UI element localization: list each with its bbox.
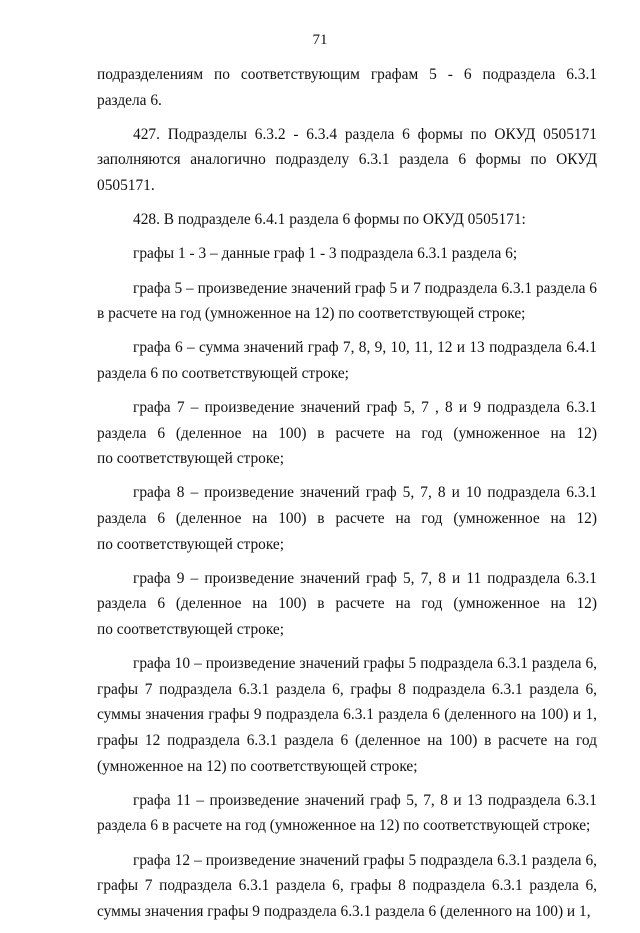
- text-line: заполняются аналогично подразделу 6.3.1 раздела 6 формы по ОКУД: [97, 151, 597, 169]
- text-line: графа 6 – сумма значений граф 7, 8, 9, 10, 11, 12 и 13 подраздела 6.4.1: [133, 339, 597, 357]
- text-line: в расчете на год (умноженное на 12) по соответствующей строке;: [97, 305, 526, 323]
- paragraph: [97, 276, 597, 327]
- paragraph: [97, 62, 597, 113]
- text-line: по соответствующей строке;: [97, 450, 285, 468]
- text-line: графа 11 – произведение значений граф 5, 7, 8 и 13 подраздела 6.3.1: [133, 791, 597, 809]
- text-line: по соответствующей строке;: [97, 621, 285, 639]
- text-line: графа 9 – произведение значений граф 5, 7, 8 и 11 подраздела 6.3.1: [133, 569, 597, 587]
- document-body: [97, 62, 597, 933]
- text-line: графы 12 подраздела 6.3.1 раздела 6 (деленное на 100) в расчете на год: [97, 732, 597, 749]
- text-line: 427. Подразделы 6.3.2 - 6.3.4 раздела 6 формы по ОКУД 0505171: [133, 125, 597, 143]
- text-line: раздела 6.: [97, 91, 162, 109]
- text-line: графа 8 – произведение значений граф 5, 7, 8 и 10 подраздела 6.3.1: [133, 484, 597, 502]
- text-line: графа 12 – произведение значений графы 5 подраздела 6.3.1 раздела 6,: [133, 851, 597, 869]
- paragraph: [97, 651, 597, 779]
- paragraph: [97, 788, 597, 839]
- text-line: 0505171.: [97, 176, 155, 194]
- text-line: раздела 6 (деленное на 100) в расчете на год (умноженное на 12): [97, 510, 597, 528]
- paragraph: [97, 122, 597, 199]
- text-line: (умноженное на 12) по соответствующей строке;: [97, 757, 418, 775]
- text-line: суммы значения графы 9 подраздела 6.3.1 раздела 6 (деленного на 100) и 1,: [97, 706, 597, 724]
- text-line: раздела 6 (деленное на 100) в расчете на год (умноженное на 12): [97, 424, 597, 442]
- text-line: графа 10 – произведение значений графы 5 подраздела 6.3.1 раздела 6,: [133, 655, 597, 673]
- text-line: графа 7 – произведение значений граф 5, 7 , 8 и 9 подраздела 6.3.1: [133, 399, 597, 417]
- text-line: раздела 6 (деленное на 100) в расчете на год (умноженное на 12): [97, 595, 597, 613]
- text-line: 428. В подразделе 6.4.1 раздела 6 формы по ОКУД 0505171:: [133, 211, 526, 229]
- text-line: графы 7 подраздела 6.3.1 раздела 6, графы 8 подраздела 6.3.1 раздела 6,: [97, 877, 597, 895]
- paragraph: [97, 848, 597, 925]
- text-line: графа 5 – произведение значений граф 5 и 7 подраздела 6.3.1 раздела 6: [133, 279, 597, 297]
- text-line: раздела 6 по соответствующей строке;: [97, 364, 349, 382]
- paragraph: [97, 566, 597, 643]
- paragraph: [97, 395, 597, 472]
- paragraph: [97, 335, 597, 386]
- text-line: по соответствующей строке;: [97, 535, 285, 553]
- text-line: суммы значения графы 9 подраздела 6.3.1 раздела 6 (деленного на 100) и 1,: [97, 902, 591, 920]
- paragraph: [97, 241, 597, 267]
- text-line: графы 1 - 3 – данные граф 1 - 3 подраздела 6.3.1 раздела 6;: [133, 245, 518, 263]
- page-number: 71: [312, 32, 328, 48]
- paragraph: [97, 480, 597, 557]
- paragraph: [97, 207, 597, 233]
- text-line: подразделениям по соответствующим графам 5 - 6 подраздела 6.3.1: [97, 66, 597, 83]
- text-line: графы 7 подраздела 6.3.1 раздела 6, графы 8 подраздела 6.3.1 раздела 6,: [97, 680, 597, 698]
- text-line: раздела 6 в расчете на год (умноженное на 12) по соответствующей строке;: [97, 817, 591, 835]
